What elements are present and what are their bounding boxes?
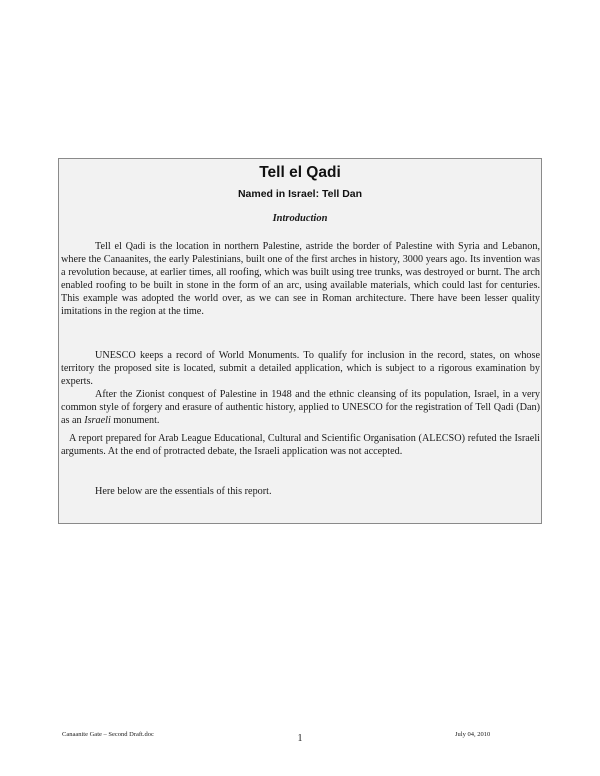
paragraph-essentials: Here below are the essentials of this report. bbox=[95, 486, 272, 497]
document-title: Tell el Qadi bbox=[259, 164, 341, 181]
paragraph-text: monument. bbox=[110, 414, 160, 426]
paragraph-alecso-report: A report prepared for Arab League Educational, Cultural and Scientific Organisation (ALECSO) refuted the Israeli arguments. At the end of protracted debate, the Israeli application was not accepted. bbox=[61, 433, 540, 457]
paragraph-israeli-application bbox=[61, 389, 540, 428]
footer-page-number: 1 bbox=[297, 733, 303, 744]
footer-date: July 04, 2010 bbox=[455, 731, 491, 738]
paragraph-text: After the Zionist conquest of Palestine in 1948 and the ethnic cleansing of its population, Israel, in a very common style of forgery and erasure of authentic history, applied to UNESCO for the registration of Tell Qadi (Dan) as an bbox=[61, 389, 540, 426]
document-subtitle: Named in Israel: Tell Dan bbox=[237, 188, 363, 200]
section-heading: Introduction bbox=[272, 213, 328, 224]
paragraph-unesco-record: UNESCO keeps a record of World Monuments. To qualify for inclusion in the record, states, on whose territory the proposed site is located, submit a detailed application, which is subject to a rigorous examination by experts. bbox=[61, 350, 540, 387]
footer-filename: Canaanite Gate – Second Draft.doc bbox=[62, 731, 154, 738]
paragraph-arch-history: Tell el Qadi is the location in northern Palestine, astride the border of Palestine with Syria and Lebanon, where the Canaanites, the early Palestinians, built one of the first arches in history, 3000 years ago. Its invention was a revolution because, at earlier times, all roofing, which was built using tree trunks, was destroyed or burnt. The arch enabled roofing to be built in stone in the form of an arc, using available materials, which could last for centuries. This example was adopted the world over, as we can see in Roman architecture. There have been lesser quality imitations in the region at the time. bbox=[61, 241, 540, 317]
emphasis-text: Israeli bbox=[84, 414, 111, 426]
